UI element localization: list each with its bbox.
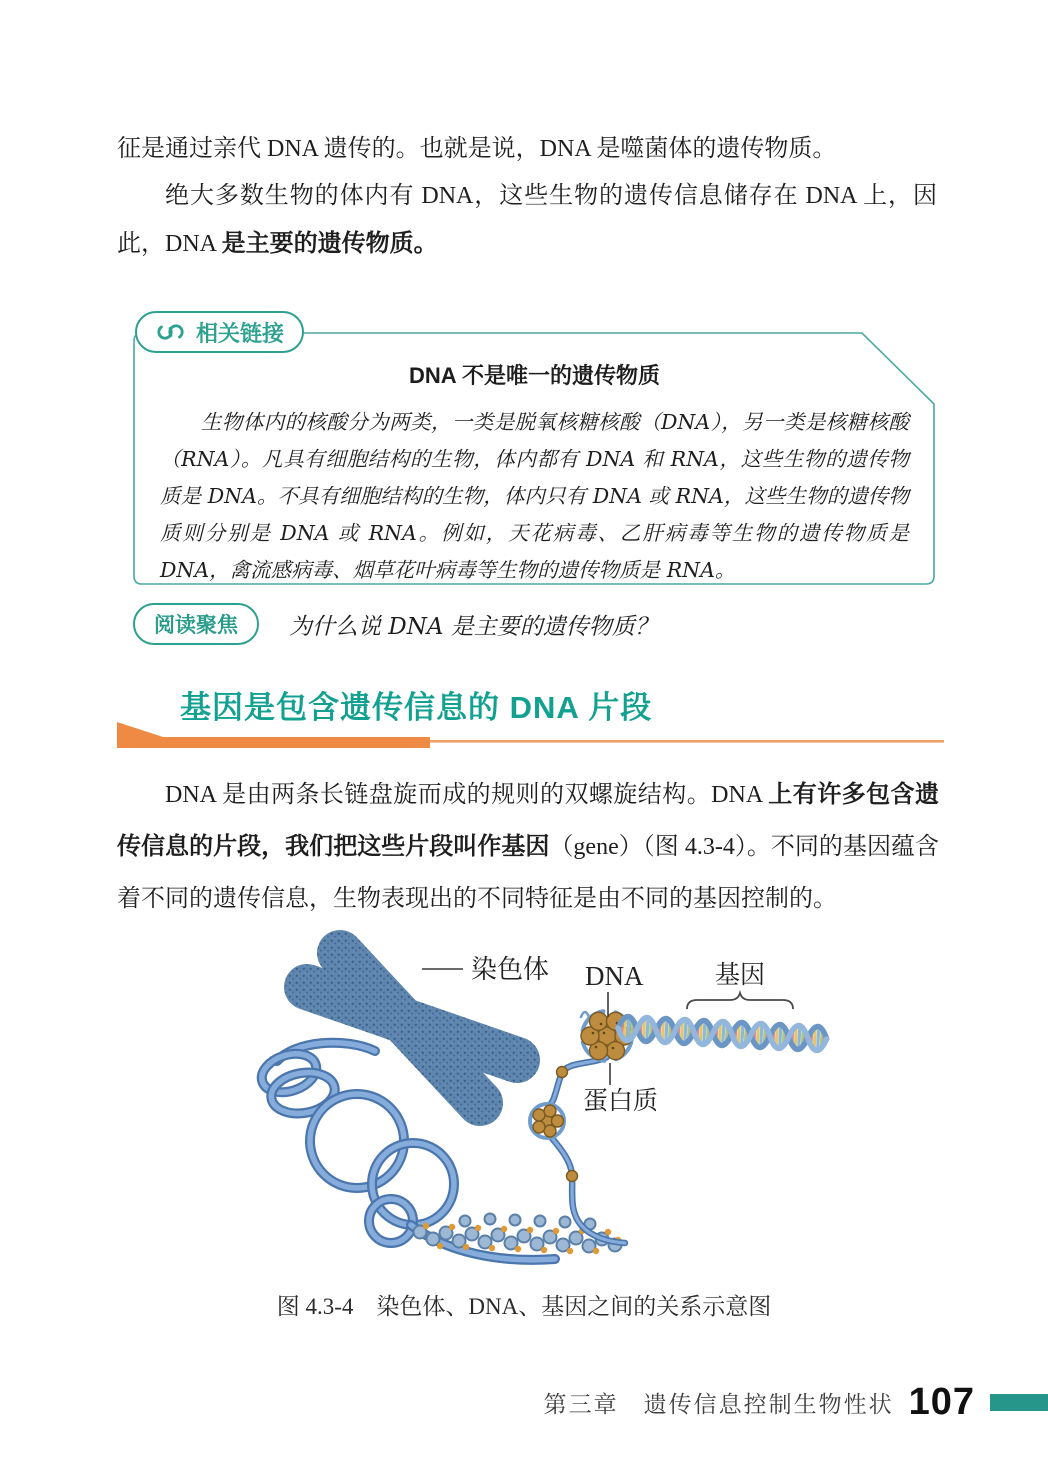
paragraph-text: 绝大多数生物的体内有 DNA，这些生物的遗传信息储存在 DNA 上，因此，DNA xyxy=(117,183,937,257)
reading-focus-tag: 阅读聚焦 xyxy=(133,603,259,645)
page-footer xyxy=(544,1381,1048,1424)
link-box-body: 生物体内的核酸分为两类，一类是脱氧核糖核酸（DNA），另一类是核糖核酸（RNA）。凡具有细胞结构的生物，体内都有 DNA 和 RNA，这些生物的遗传物质是 DNA。不具有细胞结构的生物，体内只有 DNA 或 RNA，这些生物的遗传物质则分别是 DNA 或 RNA。例如，天花病毒、乙肝病毒等生物的遗传物质是 DNA，禽流感病毒、烟草花叶病毒等生物的遗传物质是 RNA。 xyxy=(160,410,909,582)
paragraph-main-conclusion xyxy=(117,173,937,268)
heading-underline xyxy=(117,718,960,750)
paragraph-text: （gene）（图 4.3-4）。不同的基因蕴含着不同的遗传信息，生物表现出的不同特征是由不同的基因控制的。 xyxy=(117,834,940,912)
protein-label: 蛋白质 xyxy=(583,1088,659,1115)
gene-brace xyxy=(687,993,793,1009)
paragraph-continuation xyxy=(117,126,937,173)
related-link-tag xyxy=(135,311,304,353)
chain-link-icon xyxy=(155,320,187,344)
dna-label: DNA xyxy=(585,961,644,991)
emphasis-text: 是主要的遗传物质。 xyxy=(221,230,438,257)
paragraph-text: 征是通过亲代 DNA 遗传的。也就是说，DNA 是噬菌体的遗传物质。 xyxy=(117,136,837,162)
gene-paragraph xyxy=(117,769,939,925)
link-box-title: DNA 不是唯一的遗传物质 xyxy=(409,363,660,388)
related-link-tag-label: 相关链接 xyxy=(196,320,285,346)
page-number: 107 xyxy=(908,1381,975,1423)
chromosome-label: 染色体 xyxy=(471,955,550,984)
figure-4-3-4 xyxy=(225,925,855,1290)
emphasis-text: 上有许多包含遗传信息的片段，我们把这些片段叫作基因 xyxy=(117,781,940,860)
figure-caption: 图 4.3-4 染色体、DNA、基因之间的关系示意图 xyxy=(276,1294,772,1319)
reading-focus-question: 为什么说 DNA 是主要的遗传物质？ xyxy=(289,613,658,640)
intro-paragraphs xyxy=(117,126,937,268)
reading-focus-row xyxy=(133,603,658,645)
section-heading: 基因是包含遗传信息的 DNA 片段 xyxy=(180,690,653,725)
related-link-box xyxy=(133,320,936,585)
gene-label: 基因 xyxy=(714,962,766,989)
footer-accent-bar xyxy=(990,1394,1048,1411)
paragraph-text: DNA 是由两条长链盘旋而成的规则的双螺旋结构。DNA xyxy=(165,782,769,808)
chromosome-dna-gene-illustration xyxy=(225,925,855,1285)
chapter-title: 第三章 遗传信息控制生物性状 xyxy=(543,1392,894,1417)
